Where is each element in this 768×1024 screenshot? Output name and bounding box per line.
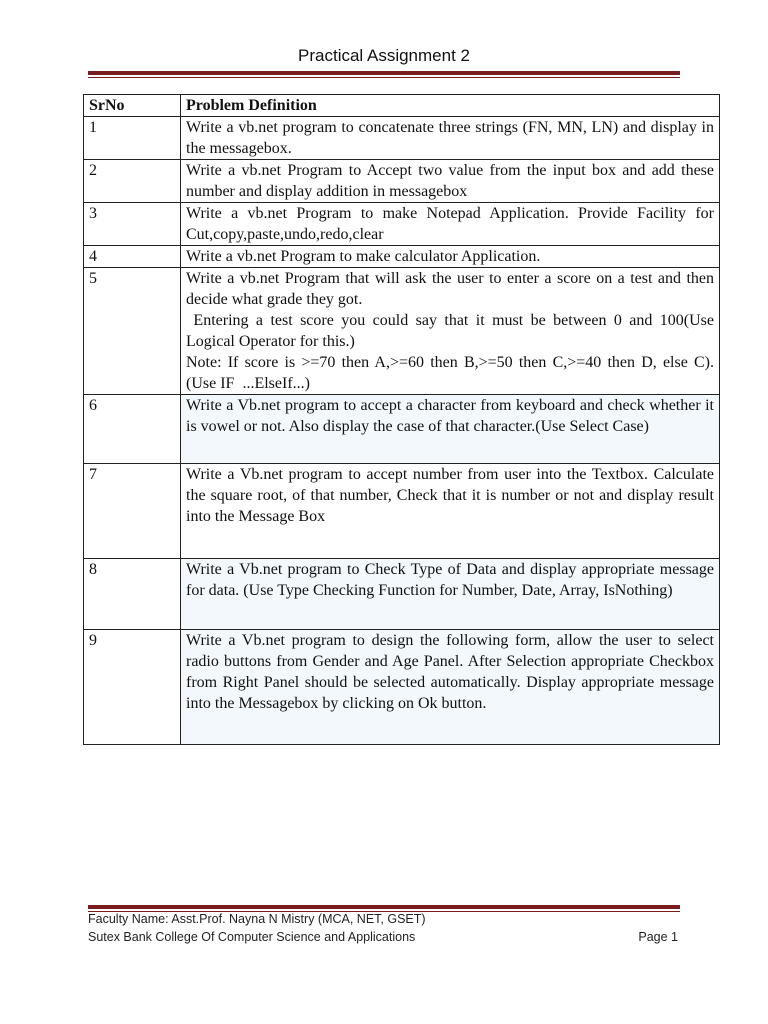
problem-definition: Write a vb.net program to concatenate three strings (FN, MN, LN) and display in the messagebox. — [181, 117, 720, 160]
footer-rule-thick — [88, 905, 680, 909]
college-name: Sutex Bank College Of Computer Science and Applications — [88, 930, 416, 944]
page-title: Practical Assignment 2 — [298, 46, 470, 65]
faculty-name: Faculty Name: Asst.Prof. Nayna N Mistry (MCA, NET, GSET) — [88, 912, 426, 926]
table-row — [84, 246, 720, 268]
row-number: 8 — [84, 559, 181, 630]
row-number: 1 — [84, 117, 181, 160]
row-number: 3 — [84, 203, 181, 246]
problem-definition: Write a Vb.net program to Check Type of Data and display appropriate message for data. (Use Type Checking Function for Number, Date, Array, IsNothing) — [181, 559, 720, 630]
table-row — [84, 160, 720, 203]
table-row — [84, 117, 720, 160]
table-row — [84, 203, 720, 246]
problem-line: Entering a test score you could say that it must be between 0 and 100(Use Logical Operator for this.) — [186, 312, 719, 350]
row-number: 7 — [84, 464, 181, 559]
row-number: 5 — [84, 268, 181, 395]
row-number: 6 — [84, 395, 181, 464]
footer-bottom-line — [88, 930, 680, 944]
row-number: 9 — [84, 630, 181, 745]
problem-line: Write a vb.net Program that will ask the user to enter a score on a test and then decide what grade they got. — [186, 270, 714, 308]
problem-definition: Write a vb.net Program to Accept two value from the input box and add these number and display addition in messagebox — [181, 160, 720, 203]
problem-definition: Write a Vb.net program to design the following form, allow the user to select radio buttons from Gender and Age Panel. After Selection appropriate Checkbox from Right Panel should be selected automatically. Display appropriate message into the Messagebox by clicking on Ok button. — [181, 630, 720, 745]
column-header-problem: Problem Definition — [181, 95, 720, 117]
column-header-srno: SrNo — [84, 95, 181, 117]
table-row — [84, 395, 720, 464]
row-number: 4 — [84, 246, 181, 268]
assignment-table — [83, 94, 720, 745]
header-rule-thin — [88, 77, 680, 78]
problem-definition: Write a vb.net Program to make calculator Application. — [181, 246, 720, 268]
page-number: Page 1 — [638, 930, 678, 944]
row-number: 2 — [84, 160, 181, 203]
problem-definition: Write a vb.net Program to make Notepad Application. Provide Facility for Cut,copy,paste,undo,redo,clear — [181, 203, 720, 246]
table-row — [84, 268, 720, 395]
problem-definition — [181, 268, 720, 395]
table-row — [84, 630, 720, 745]
header-rule-thick — [88, 71, 680, 75]
problem-definition: Write a Vb.net program to accept a character from keyboard and check whether it is vowel or not. Also display the case of that character.(Use Select Case) — [181, 395, 720, 464]
table-row — [84, 559, 720, 630]
table-header-row — [84, 95, 720, 117]
table-row — [84, 464, 720, 559]
problem-line: Note: If score is >=70 then A,>=60 then B,>=50 then C,>=40 then D, else C). (Use IF ...ElseIf...) — [186, 354, 718, 392]
problem-definition: Write a Vb.net program to accept number from user into the Textbox. Calculate the square root, of that number, Check that it is number or not and display result into the Message Box — [181, 464, 720, 559]
